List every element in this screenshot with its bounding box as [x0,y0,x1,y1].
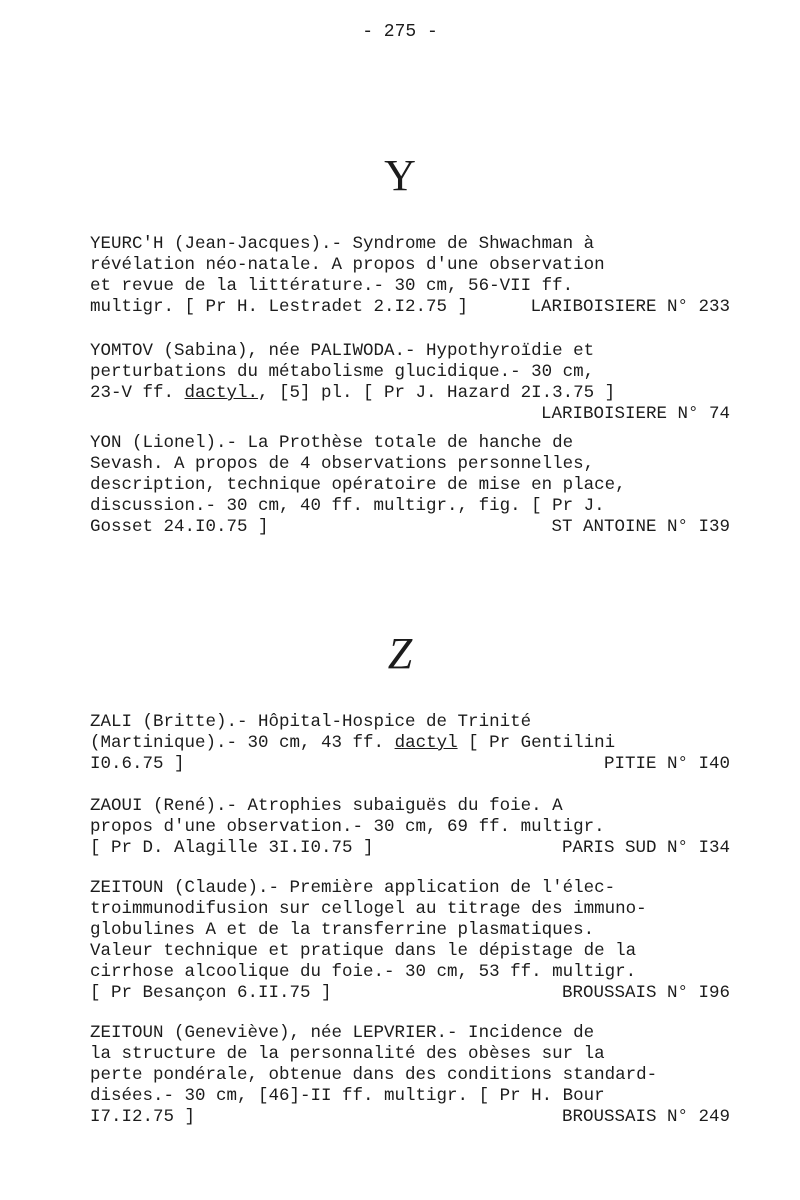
entry-last-line [90,297,730,318]
entry-hospital: PITIE N° I40 [603,754,730,774]
bibliography-entry [90,878,730,1004]
entry-citation: Gosset 24.I0.75 ] [90,517,269,537]
entry-line: YON (Lionel).- La Prothèse totale de hanche de [90,433,574,453]
entry-hospital: LARIBOISIERE N° 233 [530,297,730,317]
entry-text: [ Pr Gentilini [457,733,616,753]
entry-line: disées.- 30 cm, [46]-II ff. multigr. [ Pr H. Bour [90,1086,605,1106]
entry-line: cirrhose alcoolique du foie.- 30 cm, 53 ff. multigr. [90,962,637,982]
entry-citation: [ Pr D. Alagille 3I.I0.75 ] [90,838,374,858]
entry-line: YEURC'H (Jean-Jacques).- Syndrome de Shwachman à [90,234,595,254]
entry-text: 23-V ff. [90,383,185,403]
entry-underlined-text: dactyl. [184,383,259,403]
entry-line: Valeur technique et pratique dans le dépistage de la [90,941,637,961]
bibliography-entry [90,234,730,318]
entry-line [90,383,730,404]
entry-line: perte pondérale, obtenue dans des conditions standard- [90,1065,658,1085]
entry-line: propos d'une observation.- 30 cm, 69 ff. multigr. [90,817,605,837]
entry-line: et revue de la littérature.- 30 cm, 56-VII ff. [90,276,574,296]
entry-citation: multigr. [ Pr H. Lestradet 2.I2.75 ] [90,297,469,317]
entry-text: (Martinique).- 30 cm, 43 ff. [90,733,395,753]
entry-underlined-text: dactyl [394,733,458,753]
entry-line [90,733,730,754]
entry-citation: [ Pr Besançon 6.II.75 ] [90,983,332,1003]
entry-hospital: ST ANTOINE N° I39 [551,517,730,537]
entry-line: révélation néo-natale. A propos d'une observation [90,255,605,275]
entry-last-line [90,838,730,859]
section-letter-y: Y [384,151,416,200]
entry-line: ZEITOUN (Geneviève), née LEPVRIER.- Incidence de [90,1023,595,1043]
entry-last-line [90,404,730,425]
entry-line: YOMTOV (Sabina), née PALIWODA.- Hypothyroïdie et [90,341,595,361]
page-number: - 275 - [362,22,438,42]
bibliography-entry [90,1023,730,1128]
entry-line: ZALI (Britte).- Hôpital-Hospice de Trinité [90,712,532,732]
entry-hospital: LARIBOISIERE N° 74 [540,404,730,424]
entry-last-line [90,517,730,538]
entry-line: Sevash. A propos de 4 observations personnelles, [90,454,595,474]
entry-hospital: BROUSSAIS N° I96 [561,983,730,1003]
section-letter-z: Z [387,629,413,678]
entry-line: discussion.- 30 cm, 40 ff. multigr., fig. [ Pr J. [90,496,605,516]
bibliography-entry [90,341,730,425]
entry-line: description, technique opératoire de mise en place, [90,475,626,495]
bibliography-entry [90,433,730,538]
entry-text: , [5] pl. [ Pr J. Hazard 2I.3.75 ] [258,383,616,403]
entry-citation: I0.6.75 ] [90,754,185,774]
entry-line: ZEITOUN (Claude).- Première application de l'élec- [90,878,616,898]
entry-citation: I7.I2.75 ] [90,1107,196,1127]
bibliography-entry [90,796,730,859]
entry-last-line [90,983,730,1004]
entry-last-line [90,1107,730,1128]
entry-line: perturbations du métabolisme glucidique.- 30 cm, [90,362,595,382]
entry-hospital: PARIS SUD N° I34 [561,838,730,858]
entry-line: ZAOUI (René).- Atrophies subaiguës du foie. A [90,796,563,816]
entry-hospital: BROUSSAIS N° 249 [561,1107,730,1127]
entry-line: globulines A et de la transferrine plasmatiques. [90,920,595,940]
entry-last-line [90,754,730,775]
entry-line: la structure de la personnalité des obèses sur la [90,1044,605,1064]
bibliography-entry [90,712,730,775]
entry-line: troimmunodifusion sur cellogel au titrage des immuno- [90,899,647,919]
